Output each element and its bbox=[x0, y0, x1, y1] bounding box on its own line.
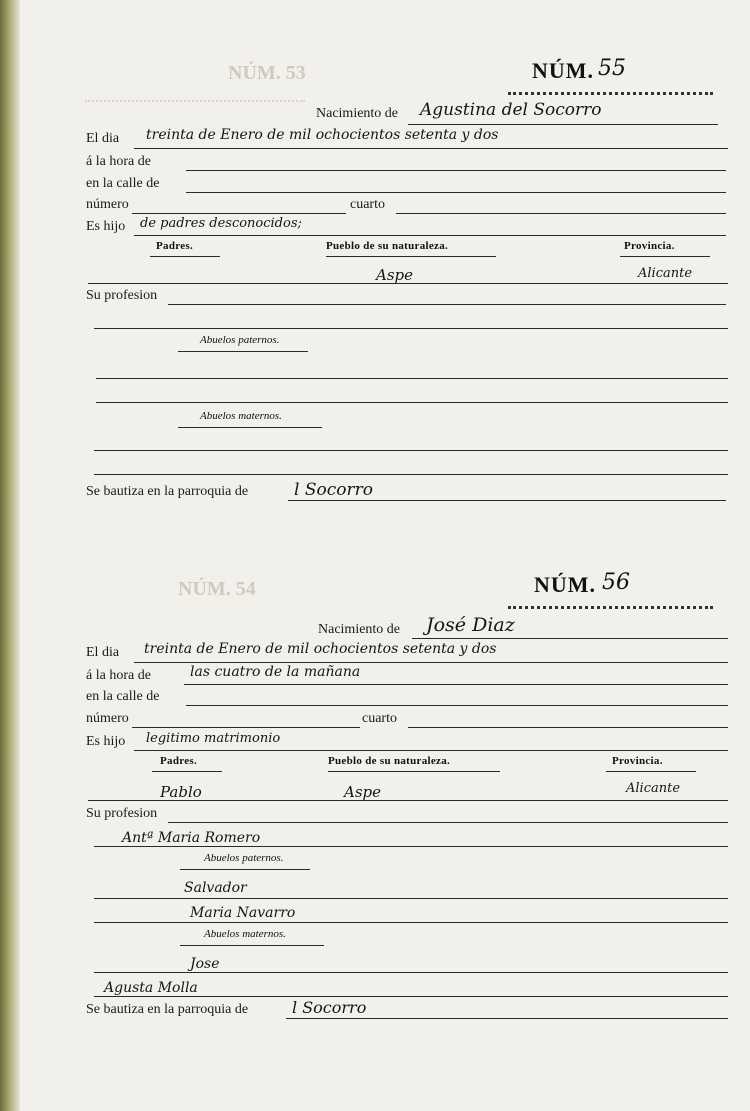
blank-line bbox=[94, 972, 728, 973]
numero-label: número bbox=[86, 711, 129, 726]
col-pueblo-underline bbox=[328, 771, 500, 772]
blank-line bbox=[94, 996, 728, 997]
cuarto-label: cuarto bbox=[350, 197, 385, 212]
col-padres: Padres. bbox=[160, 755, 198, 767]
abuelos-maternos-label: Abuelos maternos. bbox=[204, 928, 286, 940]
hora-value: las cuatro de la mañana bbox=[190, 664, 361, 680]
materno-name-1: Jose bbox=[190, 956, 220, 972]
abuelos-paternos-underline bbox=[180, 869, 310, 870]
parroquia-line bbox=[286, 1018, 728, 1019]
pueblo-value: Aspe bbox=[344, 783, 382, 801]
abuelo-materno-value: Maria Navarro bbox=[190, 905, 296, 921]
calle-label: en la calle de bbox=[86, 689, 160, 704]
dia-value: treinta de Enero de mil ochocientos setenta y dos bbox=[144, 641, 497, 657]
numero-line bbox=[132, 213, 346, 214]
col-padres: Padres. bbox=[156, 240, 194, 252]
hora-label: á la hora de bbox=[86, 154, 151, 169]
hijo-label: Es hijo bbox=[86, 219, 126, 234]
calle-line bbox=[186, 705, 728, 706]
parroquia-value: l Socorro bbox=[294, 480, 373, 500]
abuelos-maternos-underline bbox=[180, 945, 324, 946]
col-provincia-underline bbox=[620, 256, 710, 257]
madre-value: Antª Maria Romero bbox=[122, 830, 261, 846]
hora-line bbox=[184, 684, 728, 685]
profesion-label: Su profesion bbox=[86, 288, 158, 303]
hijo-value: legitimo matrimonio bbox=[146, 731, 281, 746]
col-pueblo: Pueblo de su naturaleza. bbox=[326, 240, 449, 252]
pueblo-value: Aspe bbox=[376, 266, 414, 284]
padres-line bbox=[88, 800, 728, 801]
nacimiento-line bbox=[412, 638, 728, 639]
abuelos-paternos-underline bbox=[178, 351, 308, 352]
numero-label: número bbox=[86, 197, 129, 212]
record-number-label: NÚM. bbox=[534, 572, 597, 597]
provincia-value: Alicante bbox=[626, 781, 681, 796]
calle-label: en la calle de bbox=[86, 176, 160, 191]
parroquia-label: Se bautiza en la parroquia de bbox=[86, 1002, 249, 1017]
profesion-line bbox=[168, 822, 728, 823]
abuelos-maternos-underline bbox=[178, 427, 322, 428]
hora-line bbox=[186, 170, 726, 171]
abuelos-paternos-label: Abuelos paternos. bbox=[200, 334, 280, 346]
abuelo-paterno-value: Salvador bbox=[184, 880, 247, 896]
dia-line bbox=[134, 148, 728, 149]
materno-name-2: Agusta Molla bbox=[104, 980, 198, 996]
parroquia-line bbox=[288, 500, 726, 501]
provincia-value: Alicante bbox=[638, 266, 693, 281]
nacimiento-label: Nacimiento de bbox=[318, 622, 401, 637]
bleed-through-line bbox=[85, 100, 305, 102]
record-number-value: 55 bbox=[598, 56, 626, 81]
col-pueblo-underline bbox=[326, 256, 496, 257]
profesion-label: Su profesion bbox=[86, 806, 158, 821]
col-provincia-underline bbox=[606, 771, 696, 772]
bleed-through-number: NÚM. 53 bbox=[228, 62, 306, 84]
dotted-rule bbox=[508, 606, 713, 609]
blank-line bbox=[94, 922, 728, 923]
parroquia-value: l Socorro bbox=[292, 998, 367, 1017]
hora-label: á la hora de bbox=[86, 668, 151, 683]
col-provincia: Provincia. bbox=[624, 240, 675, 252]
dia-value: treinta de Enero de mil ochocientos setenta y dos bbox=[146, 127, 499, 143]
nacimiento-value: Agustina del Socorro bbox=[420, 100, 602, 120]
nacimiento-line bbox=[408, 124, 718, 125]
dia-line bbox=[134, 662, 728, 663]
blank-line bbox=[94, 898, 728, 899]
blank-line bbox=[94, 328, 728, 329]
col-padres-underline bbox=[152, 771, 222, 772]
bleed-through-number: NÚM. 54 bbox=[178, 578, 256, 600]
col-pueblo: Pueblo de su naturaleza. bbox=[328, 755, 451, 767]
dia-label: El dia bbox=[86, 131, 120, 146]
nacimiento-label: Nacimiento de bbox=[316, 106, 399, 121]
col-provincia: Provincia. bbox=[612, 755, 663, 767]
cuarto-line bbox=[396, 213, 726, 214]
col-padres-underline bbox=[150, 256, 220, 257]
profesion-line bbox=[168, 304, 726, 305]
cuarto-line bbox=[408, 727, 728, 728]
dia-label: El dia bbox=[86, 645, 120, 660]
book-binding bbox=[0, 0, 20, 1111]
blank-line bbox=[96, 378, 728, 379]
hijo-line bbox=[134, 235, 726, 236]
abuelos-maternos-label: Abuelos maternos. bbox=[200, 410, 282, 422]
hijo-label: Es hijo bbox=[86, 734, 126, 749]
blank-line bbox=[96, 402, 728, 403]
padres-line bbox=[88, 283, 728, 284]
abuelos-paternos-label: Abuelos paternos. bbox=[204, 852, 284, 864]
hijo-line bbox=[134, 750, 728, 751]
madre-line bbox=[94, 846, 728, 847]
numero-line bbox=[132, 727, 360, 728]
parroquia-label: Se bautiza en la parroquia de bbox=[86, 484, 249, 499]
record-number-label: NÚM. bbox=[532, 58, 595, 83]
nacimiento-value: José Diaz bbox=[426, 614, 515, 636]
hijo-value: de padres desconocidos; bbox=[140, 216, 302, 231]
calle-line bbox=[186, 192, 726, 193]
blank-line bbox=[94, 474, 728, 475]
record-number-value: 56 bbox=[602, 570, 630, 595]
dotted-rule bbox=[508, 92, 713, 95]
padre-value: Pablo bbox=[160, 783, 202, 801]
cuarto-label: cuarto bbox=[362, 711, 397, 726]
blank-line bbox=[94, 450, 728, 451]
